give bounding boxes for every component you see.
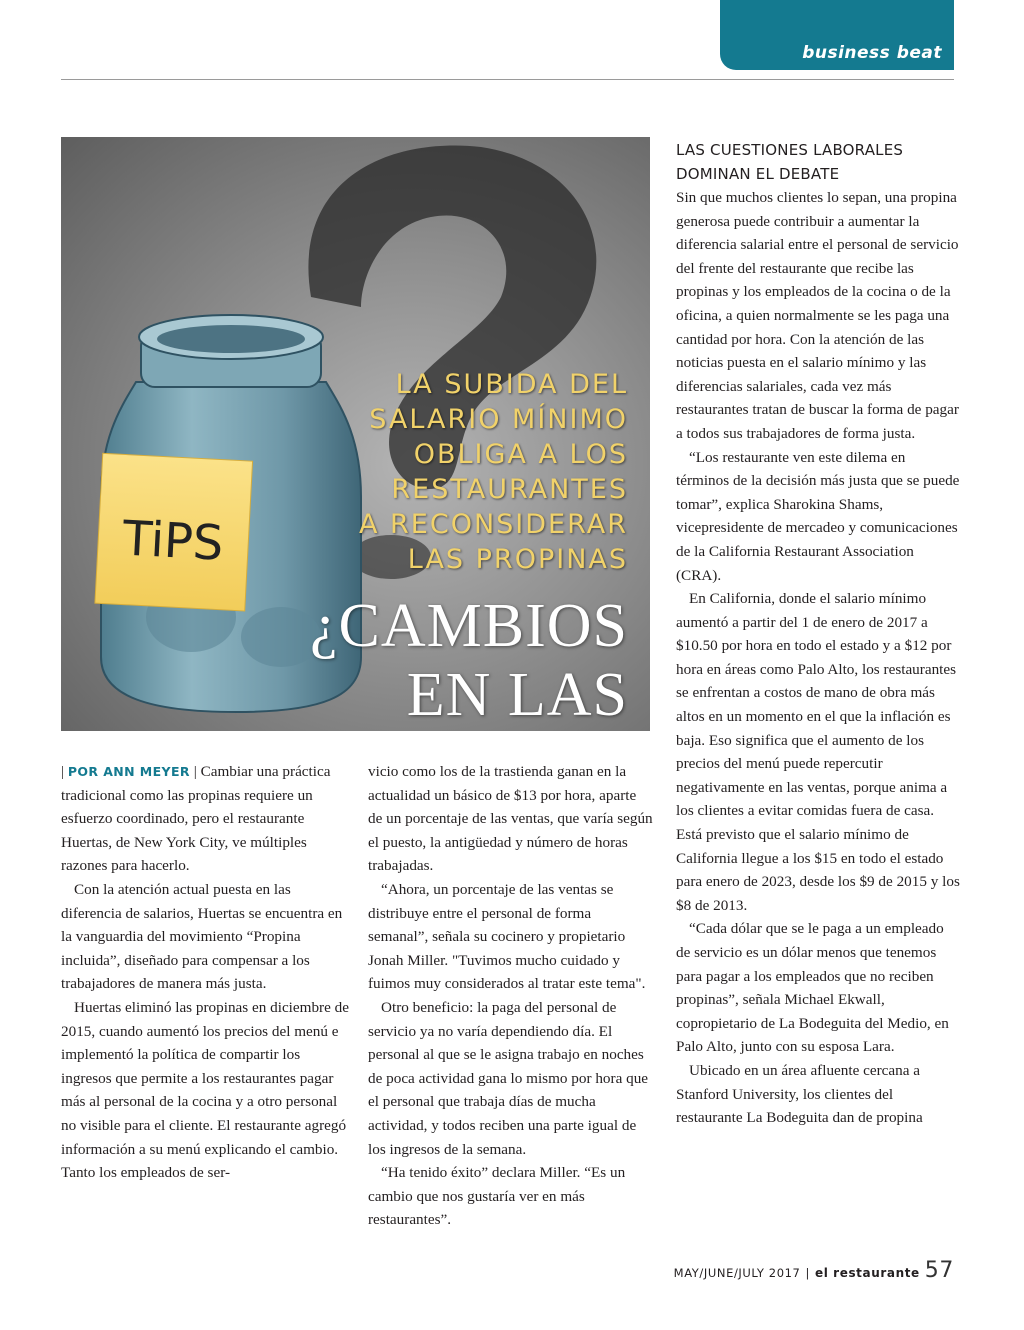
deck-line: OBLIGA A LOS xyxy=(413,439,628,470)
paragraph: “Ha tenido éxito” declara Miller. “Es un cambio que nos gustaría ver en más restaurantes”. xyxy=(368,1164,626,1229)
headline xyxy=(61,592,628,731)
headline-line: ¿CAMBIOS xyxy=(309,592,628,660)
section-tab xyxy=(720,0,954,70)
article-column-3 xyxy=(676,138,960,1130)
paragraph: Ubicado en un área afluente cercana a Stanford University, los clientes del restaurante La Bodeguita dan de propina xyxy=(676,1061,923,1127)
article-column-2 xyxy=(368,760,654,1232)
subhead: LAS CUESTIONES LABORALES DOMINAN EL DEBATE xyxy=(676,141,904,183)
headline-line: EN LAS xyxy=(406,661,628,729)
paragraph: Huertas eliminó las propinas en diciembre de 2015, cuando aumentó los precios del menú e implementó la política de compartir los ingresos que permite a los restaurantes pagar más al personal de la cocina y a otro personal no visible para el cliente. El restaurante agregó información a su menú explicando el cambio. Tanto los empleados de ser- xyxy=(61,998,349,1182)
deck-line: LA SUBIDA DEL xyxy=(395,369,628,400)
deck xyxy=(359,367,628,577)
paragraph: “Los restaurante ven este dilema en términos de la decisión más justa que se puede tomar”, explica Sharokina Shams, vicepresidente de mercadeo y comunicaciones de la California Restaurant Association (CRA). xyxy=(676,448,960,584)
paragraph: “Ahora, un porcentaje de las ventas se distribuye entre el personal de forma semanal”, señala su cocinero y propietario Jonah Miller. "Tuvimos mucho cuidado y fuimos muy considerados al tratar este tema". xyxy=(368,880,646,993)
paragraph: Sin que muchos clientes lo sepan, una propina generosa puede contribuir a aumentar la diferencia salarial entre el personal de servicio del frente del restaurante que recibe las propinas y los empleados de la cocina o de la oficina, a quien normalmente se les paga una cantidad por hora. Con la atención de las noticias puesta en el salario mínimo y las diferencias salariales, cada vez más restaurantes tratan de buscar la forma de pagar a todos sus trabajadores de forma justa. xyxy=(676,189,959,442)
deck-line: SALARIO MÍNIMO xyxy=(369,404,628,435)
paragraph: “Cada dólar que se le paga a un empleado de servicio es un dólar menos que tenemos para pagar a los empleados que no reciben propinas”, señala Michael Ekwall, copropietario de La Bodeguita del Medio, en Palo Alto, junto con su esposa Lara. xyxy=(676,920,949,1056)
section-label: business beat xyxy=(802,43,942,63)
article-column-1 xyxy=(61,760,353,1185)
publication-name: el restaurante xyxy=(814,1266,920,1280)
page-footer: MAY/JUNE/JULY 2017 | el restaurante 57 xyxy=(673,1258,954,1283)
page-number: 57 xyxy=(924,1258,954,1283)
byline: POR ANN MEYER xyxy=(67,764,190,779)
deck-line: LAS PROPINAS xyxy=(407,544,628,575)
paragraph: Con la atención actual puesta en las diferencia de salarios, Huertas se encuentra en la vanguardia del movimiento “Propina incluida”, diseñado para compensar a los trabajadores de manera más justa. xyxy=(61,880,343,993)
paragraph: En California, donde el salario mínimo aumentó a partir del 1 de enero de 2017 a $10.50 por hora en todo el estado y a $12 por hora en áreas como Palo Alto, los restaurantes se enfrentan a costos de mano de obra más altos en un momento en el que la inflación es baja. Eso significa que el aumento de los precios del menú puede repercutir negativamente en las ventas, porque anima a los clientes a evitar comidas fuera de casa. Está previsto que el salario mínimo de California llegue a los $15 en todo el estado para enero de 2023, desde los $9 de 2015 y los $8 de 2013. xyxy=(676,590,960,914)
paragraph: vicio como los de la trastienda ganan en la actualidad un básico de $13 por hora, aparte de un porcentaje de las ventas, que varía según el puesto, la antigüedad y número de horas trabajadas. xyxy=(368,763,653,875)
paragraph: | POR ANN MEYER | Cambiar una práctica tradicional como las propinas requiere un esfuerzo coordinado, pero el restaurante Huertas, de New York City, ve múltiples razones para hacerlo. xyxy=(61,763,331,875)
issue-date: MAY/JUNE/JULY 2017 xyxy=(673,1266,801,1280)
paragraph: Otro beneficio: la paga del personal de servicio ya no varía dependiendo día. El personal al que se le asigna trabajo en noches de poca actividad gana lo mismo por hora que el personal que trabaja días de mucha actividad, y todos reciben una parte igual de los ingresos de la semana. xyxy=(368,998,649,1158)
hero-image xyxy=(61,137,650,731)
deck-line: A RECONSIDERAR xyxy=(358,509,628,540)
top-rule xyxy=(61,79,954,80)
deck-line: RESTAURANTES xyxy=(391,474,628,505)
note-text: TiPS xyxy=(121,510,225,572)
